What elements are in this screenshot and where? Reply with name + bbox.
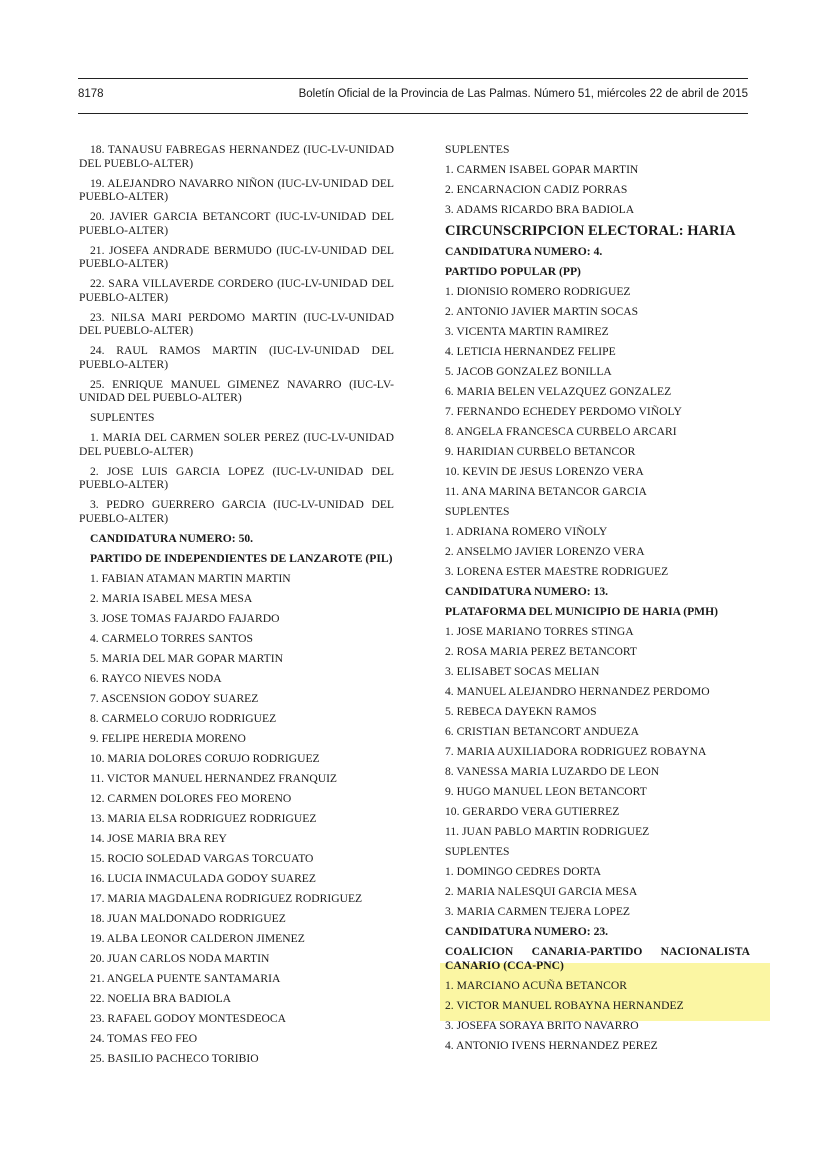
party-heading: PARTIDO POPULAR (PP) <box>445 265 581 278</box>
candidatura-heading: CANDIDATURA NUMERO: 50. <box>90 531 254 545</box>
header-rule-bottom <box>78 113 748 114</box>
list-item: 19. ALBA LEONOR CALDERON JIMENEZ <box>90 931 305 945</box>
list-item: 17. MARIA MAGDALENA RODRIGUEZ RODRIGUEZ <box>90 891 363 905</box>
list-item: 7. ASCENSION GODOY SUAREZ <box>90 691 259 705</box>
list-item: 18. TANAUSU FABREGAS HERNANDEZ (IUC-LV-UNIDAD DEL PUEBLO-ALTER) <box>79 143 394 170</box>
list-item: 8. CARMELO CORUJO RODRIGUEZ <box>90 711 277 725</box>
list-item: 9. HARIDIAN CURBELO BETANCOR <box>445 445 636 458</box>
list-item: 7. FERNANDO ECHEDEY PERDOMO VIÑOLY <box>445 405 682 418</box>
list-item: 8. VANESSA MARIA LUZARDO DE LEON <box>445 765 660 778</box>
list-item: 4. MANUEL ALEJANDRO HERNANDEZ PERDOMO <box>445 685 710 698</box>
list-item: 1. DOMINGO CEDRES DORTA <box>445 865 602 878</box>
section-label-suplentes: SUPLENTES <box>445 505 510 518</box>
party-heading: COALICION CANARIA-PARTIDO NACIONALISTA CANARIO (CCA-PNC) <box>445 945 750 972</box>
list-item: 1. ADRIANA ROMERO VIÑOLY <box>445 525 608 538</box>
list-item: 25. ENRIQUE MANUEL GIMENEZ NAVARRO (IUC-LV-UNIDAD DEL PUEBLO-ALTER) <box>79 377 394 404</box>
list-item: 1. DIONISIO ROMERO RODRIGUEZ <box>445 285 631 298</box>
list-item: 5. JACOB GONZALEZ BONILLA <box>445 365 612 378</box>
list-item: 2. JOSE LUIS GARCIA LOPEZ (IUC-LV-UNIDAD DEL PUEBLO-ALTER) <box>79 464 394 491</box>
list-item: 5. MARIA DEL MAR GOPAR MARTIN <box>90 651 283 665</box>
list-item: 5. REBECA DAYEKN RAMOS <box>445 705 597 718</box>
candidatura-heading: CANDIDATURA NUMERO: 13. <box>445 585 609 598</box>
list-item: 2. MARIA NALESQUI GARCIA MESA <box>445 885 638 898</box>
list-item: 19. ALEJANDRO NAVARRO NIÑON (IUC-LV-UNIDAD DEL PUEBLO-ALTER) <box>79 176 394 203</box>
candidatura-heading: CANDIDATURA NUMERO: 23. <box>445 925 609 938</box>
list-item: 18. JUAN MALDONADO RODRIGUEZ <box>90 911 286 925</box>
list-item: 9. FELIPE HEREDIA MORENO <box>90 731 246 745</box>
list-item: 6. MARIA BELEN VELAZQUEZ GONZALEZ <box>445 385 672 398</box>
list-item: 1. JOSE MARIANO TORRES STINGA <box>445 625 634 638</box>
list-item: 20. JAVIER GARCIA BETANCORT (IUC-LV-UNIDAD DEL PUEBLO-ALTER) <box>79 210 394 237</box>
list-item: 4. LETICIA HERNANDEZ FELIPE <box>445 345 616 358</box>
list-item: 11. VICTOR MANUEL HERNANDEZ FRANQUIZ <box>90 771 338 785</box>
list-item: 15. ROCIO SOLEDAD VARGAS TORCUATO <box>90 851 314 865</box>
list-item: 3. JOSE TOMAS FAJARDO FAJARDO <box>90 611 280 625</box>
list-item: 16. LUCIA INMACULADA GODOY SUAREZ <box>90 871 316 885</box>
list-item: 1. MARIA DEL CARMEN SOLER PEREZ (IUC-LV-UNIDAD DEL PUEBLO-ALTER) <box>79 431 394 458</box>
candidatura-heading: CANDIDATURA NUMERO: 4. <box>445 245 603 258</box>
list-item: 24. TOMAS FEO FEO <box>90 1031 198 1045</box>
page-header <box>78 88 748 100</box>
left-column <box>79 143 394 1072</box>
list-item: 3. JOSEFA SORAYA BRITO NAVARRO <box>445 1018 639 1032</box>
header-rule-top <box>78 78 748 79</box>
list-item: 10. MARIA DOLORES CORUJO RODRIGUEZ <box>90 751 320 765</box>
list-item: 1. FABIAN ATAMAN MARTIN MARTIN <box>90 571 291 585</box>
list-item: 6. CRISTIAN BETANCORT ANDUEZA <box>445 725 639 738</box>
bulletin-title: Boletín Oficial de la Provincia de Las Palmas. Número 51, miércoles 22 de abril de 2015 <box>298 88 748 100</box>
list-item: 2. ANSELMO JAVIER LORENZO VERA <box>445 545 645 558</box>
party-heading: PLATAFORMA DEL MUNICIPIO DE HARIA (PMH) <box>445 605 718 618</box>
list-item: 1. MARCIANO ACUÑA BETANCOR <box>445 978 628 992</box>
list-item: 22. SARA VILLAVERDE CORDERO (IUC-LV-UNIDAD DEL PUEBLO-ALTER) <box>79 277 394 304</box>
list-item: 21. JOSEFA ANDRADE BERMUDO (IUC-LV-UNIDAD DEL PUEBLO-ALTER) <box>79 243 394 270</box>
party-heading: PARTIDO DE INDEPENDIENTES DE LANZAROTE (PIL) <box>90 551 393 565</box>
right-column <box>445 143 750 1059</box>
section-label-suplentes: SUPLENTES <box>445 143 510 156</box>
section-label-suplentes: SUPLENTES <box>445 845 510 858</box>
list-item: 4. ANTONIO IVENS HERNANDEZ PEREZ <box>445 1038 658 1052</box>
list-item: 23. RAFAEL GODOY MONTESDEOCA <box>90 1011 287 1025</box>
list-item: 22. NOELIA BRA BADIOLA <box>90 991 232 1005</box>
list-item: 2. ENCARNACION CADIZ PORRAS <box>445 183 628 196</box>
section-label-suplentes: SUPLENTES <box>90 411 155 424</box>
list-item: 2. ANTONIO JAVIER MARTIN SOCAS <box>445 305 639 318</box>
list-item: 1. CARMEN ISABEL GOPAR MARTIN <box>445 163 639 176</box>
list-item: 21. ANGELA PUENTE SANTAMARIA <box>90 971 281 985</box>
list-item: 9. HUGO MANUEL LEON BETANCORT <box>445 785 647 798</box>
list-item: 3. VICENTA MARTIN RAMIREZ <box>445 325 609 338</box>
list-item: 7. MARIA AUXILIADORA RODRIGUEZ ROBAYNA <box>445 745 707 758</box>
list-item: 12. CARMEN DOLORES FEO MORENO <box>90 791 292 805</box>
list-item: 2. ROSA MARIA PEREZ BETANCORT <box>445 645 637 658</box>
list-item: 10. KEVIN DE JESUS LORENZO VERA <box>445 465 644 478</box>
list-item: 23. NILSA MARI PERDOMO MARTIN (IUC-LV-UNIDAD DEL PUEBLO-ALTER) <box>79 310 394 337</box>
list-item: 10. GERARDO VERA GUTIERREZ <box>445 805 620 818</box>
page-number: 8178 <box>78 88 104 100</box>
list-item: 2. VICTOR MANUEL ROBAYNA HERNANDEZ <box>445 998 684 1012</box>
list-item: 3. ADAMS RICARDO BRA BADIOLA <box>445 203 635 216</box>
list-item: 3. ELISABET SOCAS MELIAN <box>445 665 600 678</box>
list-item: 4. CARMELO TORRES SANTOS <box>90 631 253 645</box>
list-item: 25. BASILIO PACHECO TORIBIO <box>90 1051 259 1065</box>
list-item: 24. RAUL RAMOS MARTIN (IUC-LV-UNIDAD DEL PUEBLO-ALTER) <box>79 344 394 371</box>
list-item: 8. ANGELA FRANCESCA CURBELO ARCARI <box>445 425 677 438</box>
list-item: 3. LORENA ESTER MAESTRE RODRIGUEZ <box>445 565 669 578</box>
list-item: 20. JUAN CARLOS NODA MARTIN <box>90 951 270 965</box>
list-item: 11. ANA MARINA BETANCOR GARCIA <box>445 485 647 498</box>
list-item: 11. JUAN PABLO MARTIN RODRIGUEZ <box>445 825 650 838</box>
list-item: 3. PEDRO GUERRERO GARCIA (IUC-LV-UNIDAD DEL PUEBLO-ALTER) <box>79 498 394 525</box>
list-item: 13. MARIA ELSA RODRIGUEZ RODRIGUEZ <box>90 811 317 825</box>
list-item: 6. RAYCO NIEVES NODA <box>90 671 222 685</box>
circunscripcion-heading: CIRCUNSCRIPCION ELECTORAL: HARIA <box>445 223 736 239</box>
list-item: 14. JOSE MARIA BRA REY <box>90 831 227 845</box>
list-item: 2. MARIA ISABEL MESA MESA <box>90 591 253 605</box>
list-item: 3. MARIA CARMEN TEJERA LOPEZ <box>445 905 630 918</box>
